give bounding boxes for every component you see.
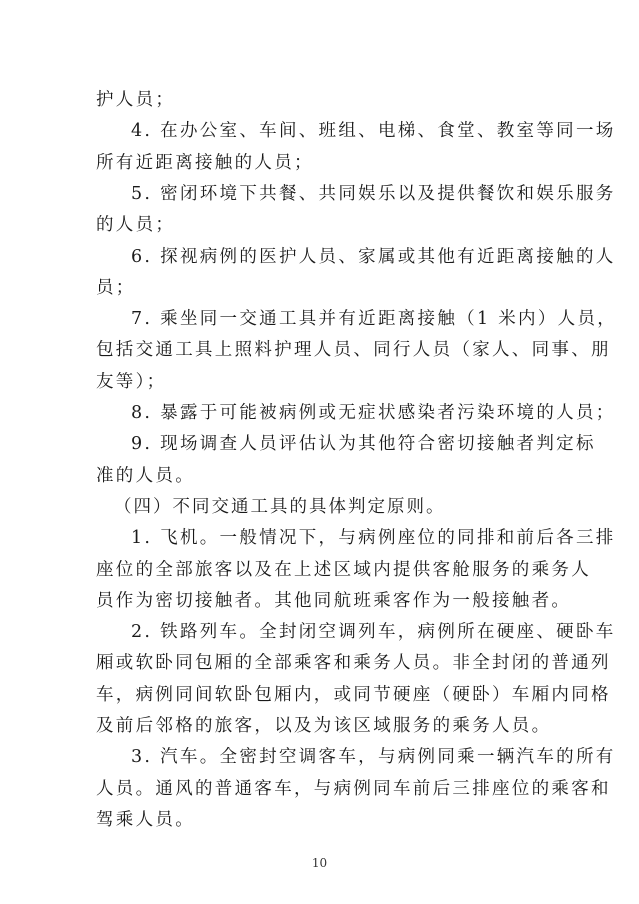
text-line: 护人员； [96,90,176,110]
text-line: 4. 在办公室、车间、班组、电梯、食堂、教室等同一场 [131,121,616,141]
text-line: 驾乘人员。 [96,810,195,830]
text-line: 车，病例同间软卧包厢内，或同节硬座（硬卧）车厢内同格 [96,685,611,705]
text-line: 座位的全部旅客以及在上述区域内提供客舱服务的乘务人 [96,560,591,580]
text-line: 员作为密切接触者。其他同航班乘客作为一般接触者。 [96,591,572,611]
text-line: 所有近距离接触的人员； [96,153,314,173]
text-line: 8. 暴露于可能被病例或无症状感染者污染环境的人员； [131,403,616,423]
text-line: 7. 乘坐同一交通工具并有近距离接触（1 米内）人员， [131,309,618,329]
text-line: 5. 密闭环境下共餐、共同娱乐以及提供餐饮和娱乐服务 [131,184,616,204]
page-number: 10 [311,856,328,870]
text-line: 人员。通风的普通客车，与病例同车前后三排座位的乘客和 [96,779,611,799]
text-line: 6. 探视病例的医护人员、家属或其他有近距离接触的人 [131,247,616,267]
text-line: 包括交通工具上照料护理人员、同行人员（家人、同事、朋 [96,340,611,360]
section-heading: （四）不同交通工具的具体判定原则。 [114,497,446,517]
text-line: 2. 铁路列车。全封闭空调列车，病例所在硬座、硬卧车 [131,622,616,642]
text-line: 1. 飞机。一般情况下，与病例座位的同排和前后各三排 [131,528,616,548]
text-line: 厢或软卧同包厢的全部乘客和乘务人员。非全封闭的普通列 [96,653,611,673]
text-line: 9. 现场调查人员评估认为其他符合密切接触者判定标 [131,434,596,454]
text-line: 及前后邻格的旅客，以及为该区域服务的乘务人员。 [96,716,552,736]
text-line: 友等）； [96,372,167,392]
text-line: 准的人员。 [96,466,195,486]
text-line: 3. 汽车。全密封空调客车，与病例同乘一辆汽车的所有 [131,747,616,767]
text-line: 员； [96,278,136,298]
text-line: 的人员； [96,215,176,235]
